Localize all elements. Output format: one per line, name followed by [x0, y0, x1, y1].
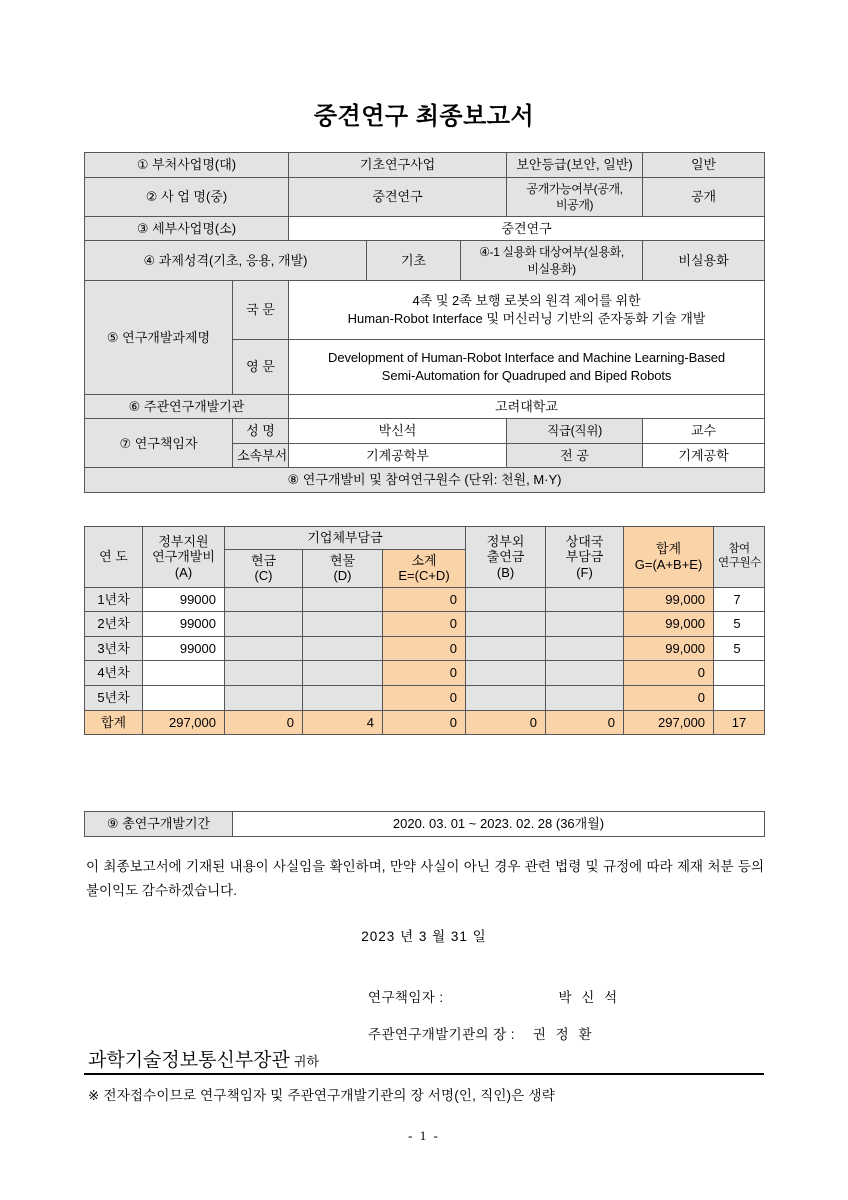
header-inkind-l1: 현물 — [329, 552, 356, 568]
total-nongov: 0 — [466, 710, 546, 735]
cell-cash — [225, 612, 303, 637]
total-row-label: 합계 — [85, 710, 143, 735]
minister-title: 과학기술정보통신부장관 — [88, 1050, 290, 1071]
cell-cash — [225, 587, 303, 612]
cell-cash — [225, 636, 303, 661]
header-subtotal — [383, 549, 466, 587]
project-info-table — [84, 152, 765, 493]
commercialization-value: 비실용화 — [643, 241, 765, 280]
row-year-label: 5년차 — [85, 685, 143, 710]
header-gov-support-l3: (A) — [174, 564, 193, 580]
table-row — [85, 661, 765, 686]
header-grand-total — [624, 527, 714, 588]
korean-title-value — [289, 280, 765, 339]
english-title-label: 영 문 — [233, 339, 289, 394]
cell-subtotal: 0 — [383, 661, 466, 686]
disclosure-value: 공개 — [643, 177, 765, 216]
cell-inkind — [303, 685, 383, 710]
task-nature-label: ④ 과제성격(기초, 응용, 개발) — [85, 241, 367, 280]
total-grand-total: 297,000 — [624, 710, 714, 735]
cell-partner — [546, 661, 624, 686]
cell-partner — [546, 587, 624, 612]
finance-section-title: ⑧ 연구개발비 및 참여연구원수 (단위: 천원, M·Y) — [85, 468, 765, 493]
period-value: 2020. 03. 01 ~ 2023. 02. 28 (36개월) — [233, 812, 765, 837]
cell-researchers: 5 — [714, 636, 765, 661]
header-grand-total-l2: G=(A+B+E) — [634, 556, 703, 572]
table-row — [85, 419, 765, 444]
signature-date: 2023 년 3 월 31 일 — [361, 929, 487, 944]
cell-inkind — [303, 612, 383, 637]
cell-gov-support: 99000 — [143, 636, 225, 661]
korean-title-line1: 4족 및 2족 보행 로봇의 원격 제어를 위한 — [412, 293, 641, 309]
period-label: ⑨ 총연구개발기간 — [85, 812, 233, 837]
header-year: 연 도 — [85, 527, 143, 588]
english-title-line2: Semi-Automation for Quadruped and Biped Robots — [381, 367, 672, 383]
finance-table — [84, 526, 765, 735]
cell-gov-support: 99000 — [143, 587, 225, 612]
header-subtotal-l1: 소계 — [411, 552, 437, 568]
header-partner-l3: (F) — [576, 564, 593, 580]
pi-dept-value: 기계공학부 — [289, 443, 507, 468]
total-gov-support: 297,000 — [143, 710, 225, 735]
pi-name-label: 성 명 — [233, 419, 289, 444]
commercialization-label: ④-1 실용화 대상여부(실용화, 비실용화) — [461, 241, 643, 280]
pi-name-value: 박신석 — [289, 419, 507, 444]
header-cash — [225, 549, 303, 587]
cell-nongov — [466, 661, 546, 686]
header-nongov-l3: (B) — [496, 564, 515, 580]
table-row — [85, 587, 765, 612]
cell-grand-total: 0 — [624, 661, 714, 686]
table-row — [85, 812, 765, 837]
cell-researchers: 7 — [714, 587, 765, 612]
english-title-line1: Development of Human-Robot Interface and Machine Learning-Based — [328, 350, 725, 366]
confirmation-statement: 이 최종보고서에 기재된 내용이 사실임을 확인하며, 만약 사실이 아닌 경우 관련 법령 및 규정에 따라 제재 처분 등의 불이익도 감수하겠습니다. — [86, 859, 764, 898]
cell-partner — [546, 636, 624, 661]
program-name-value: 중견연구 — [289, 177, 507, 216]
cell-inkind — [303, 636, 383, 661]
sub-program-label: ③ 세부사업명(소) — [85, 216, 289, 241]
dept-program-label: ① 부처사업명(대) — [85, 153, 289, 178]
cell-subtotal: 0 — [383, 685, 466, 710]
cell-inkind — [303, 587, 383, 612]
cell-gov-support — [143, 661, 225, 686]
cell-nongov — [466, 685, 546, 710]
finance-total-row — [85, 710, 765, 735]
header-nongov — [466, 527, 546, 588]
institution-head-name: 권 정 환 — [532, 1027, 595, 1042]
header-grand-total-l1: 합계 — [655, 541, 682, 557]
table-row — [85, 153, 765, 178]
table-row — [85, 468, 765, 493]
pi-major-value: 기계공학 — [643, 443, 765, 468]
task-nature-value: 기초 — [367, 241, 461, 280]
english-title-value — [289, 339, 765, 394]
total-researchers: 17 — [714, 710, 765, 735]
cell-grand-total: 99,000 — [624, 636, 714, 661]
disclosure-label: 공개가능여부(공개, 비공개) — [507, 177, 643, 216]
cell-researchers: 5 — [714, 612, 765, 637]
table-row — [85, 216, 765, 241]
row-year-label: 4년차 — [85, 661, 143, 686]
host-institution-label: ⑥ 주관연구개발기관 — [85, 394, 289, 419]
cell-nongov — [466, 612, 546, 637]
cell-grand-total: 99,000 — [624, 612, 714, 637]
finance-header-row — [85, 527, 765, 550]
header-gov-support-l1: 정부지원 — [158, 533, 209, 549]
total-cash: 0 — [225, 710, 303, 735]
pi-signature-row — [368, 986, 620, 1006]
table-row — [85, 280, 765, 339]
header-cash-l2: (C) — [254, 568, 273, 584]
pi-major-label: 전 공 — [507, 443, 643, 468]
institution-head-signature-row — [368, 1023, 595, 1043]
cell-nongov — [466, 636, 546, 661]
security-level-value: 일반 — [643, 153, 765, 178]
total-subtotal: 0 — [383, 710, 466, 735]
header-company-group: 기업체부담금 — [225, 527, 466, 550]
pi-signature-name: 박 신 석 — [558, 990, 621, 1005]
header-gov-support — [143, 527, 225, 588]
cell-subtotal: 0 — [383, 587, 466, 612]
total-inkind: 4 — [303, 710, 383, 735]
header-cash-l1: 현금 — [250, 552, 277, 568]
header-researchers-l2: 연구원수 — [718, 556, 761, 569]
cell-researchers — [714, 685, 765, 710]
cell-grand-total: 0 — [624, 685, 714, 710]
cell-nongov — [466, 587, 546, 612]
header-researchers — [714, 527, 765, 588]
cell-researchers — [714, 661, 765, 686]
header-partner — [546, 527, 624, 588]
header-subtotal-l2: E=(C+D) — [398, 568, 450, 584]
sub-program-value: 중견연구 — [289, 216, 765, 241]
program-name-label: ② 사 업 명(중) — [85, 177, 289, 216]
header-inkind — [303, 549, 383, 587]
korean-title-label: 국 문 — [233, 280, 289, 339]
row-year-label: 1년차 — [85, 587, 143, 612]
cell-partner — [546, 612, 624, 637]
header-nongov-l1: 정부외 — [486, 533, 525, 549]
table-row — [85, 177, 765, 216]
minister-addressee — [88, 1045, 319, 1072]
security-level-label: 보안등급(보안, 일반) — [507, 153, 643, 178]
header-partner-l1: 상대국 — [565, 533, 604, 549]
table-row — [85, 612, 765, 637]
cell-gov-support: 99000 — [143, 612, 225, 637]
pi-dept-label: 소속부서 — [233, 443, 289, 468]
pi-position-value: 교수 — [643, 419, 765, 444]
dept-program-value: 기초연구사업 — [289, 153, 507, 178]
cell-partner — [546, 685, 624, 710]
header-researchers-l1: 참여 — [728, 543, 750, 556]
page-number: - 1 - — [408, 1128, 440, 1143]
pi-position-label: 직급(직위) — [507, 419, 643, 444]
cell-inkind — [303, 661, 383, 686]
institution-head-label: 주관연구개발기관의 장 : — [368, 1027, 515, 1042]
cell-cash — [225, 661, 303, 686]
host-institution-value: 고려대학교 — [289, 394, 765, 419]
header-inkind-l2: (D) — [333, 568, 352, 584]
cell-subtotal: 0 — [383, 612, 466, 637]
row-year-label: 2년차 — [85, 612, 143, 637]
minister-honorific: 귀하 — [293, 1054, 320, 1069]
project-title-label: ⑤ 연구개발과제명 — [85, 280, 233, 394]
table-row — [85, 636, 765, 661]
period-table — [84, 811, 765, 837]
horizontal-divider — [84, 1073, 764, 1075]
header-gov-support-l2: 연구개발비 — [152, 549, 215, 565]
pi-signature-label: 연구책임자 : — [368, 990, 444, 1005]
header-partner-l2: 부담금 — [565, 549, 604, 565]
korean-title-line2: Human-Robot Interface 및 머신러닝 기반의 준자동화 기술 개발 — [347, 310, 706, 326]
table-row — [85, 685, 765, 710]
table-row — [85, 241, 765, 280]
electronic-submission-note: ※ 전자접수이므로 연구책임자 및 주관연구개발기관의 장 서명(인, 직인)은 생략 — [88, 1088, 555, 1103]
cell-cash — [225, 685, 303, 710]
cell-grand-total: 99,000 — [624, 587, 714, 612]
cell-subtotal: 0 — [383, 636, 466, 661]
table-row — [85, 394, 765, 419]
total-partner: 0 — [546, 710, 624, 735]
cell-gov-support — [143, 685, 225, 710]
page-title: 중견연구 최종보고서 — [313, 103, 535, 130]
pi-label: ⑦ 연구책임자 — [85, 419, 233, 468]
header-nongov-l2: 출연금 — [486, 549, 525, 565]
row-year-label: 3년차 — [85, 636, 143, 661]
